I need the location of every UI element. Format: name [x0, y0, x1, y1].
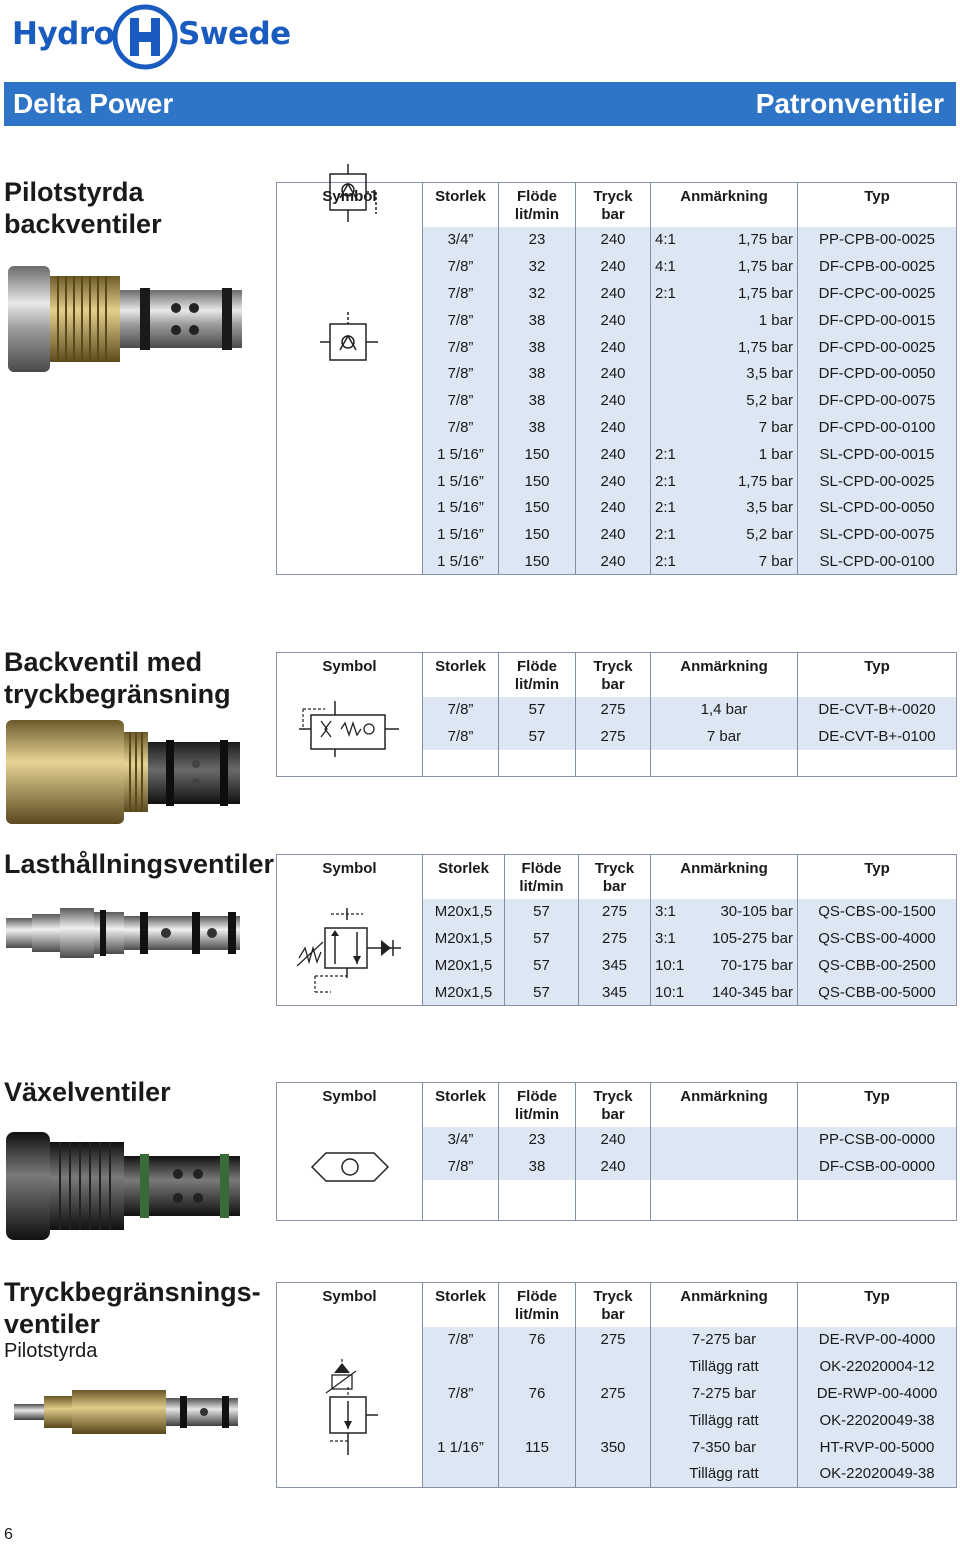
- table-cell: 240: [576, 253, 651, 280]
- table-cell: SL-CPD-00-0025: [798, 468, 957, 495]
- table-cell: M20x1,5: [423, 899, 505, 926]
- load-symbol-cell: [277, 899, 423, 1006]
- table-cell: 1 5/16”: [423, 468, 499, 495]
- table-cell: 240: [576, 548, 651, 575]
- table-cell: DF-CPD-00-0015: [798, 307, 957, 334]
- col-anmarkning: Anmärkning: [651, 183, 798, 227]
- table-row: [277, 227, 957, 254]
- table-cell: 1,75 bar: [651, 334, 798, 361]
- table-cell: 150: [499, 548, 576, 575]
- table-cell: 1 5/16”: [423, 441, 499, 468]
- table-cell: 38: [499, 414, 576, 441]
- table-cell: 57: [505, 979, 579, 1006]
- table-cell: [499, 750, 576, 777]
- table-cell: 275: [576, 1327, 651, 1354]
- table-row: [277, 1127, 957, 1154]
- check-valve-relief-photo: [6, 718, 242, 828]
- table-cell: [651, 1153, 798, 1180]
- table-cell: 7/8”: [423, 307, 499, 334]
- table-cell: 38: [499, 360, 576, 387]
- table-cell: 1 5/16”: [423, 494, 499, 521]
- table-cell: M20x1,5: [423, 925, 505, 952]
- relief-symbol-cell: [277, 697, 423, 777]
- table-cell: 7-275 bar: [651, 1380, 798, 1407]
- table-cell: [576, 750, 651, 777]
- table-cell: 240: [576, 521, 651, 548]
- table-cell: PP-CSB-00-0000: [798, 1127, 957, 1154]
- table-cell: 275: [579, 925, 651, 952]
- table-cell: 7/8”: [423, 414, 499, 441]
- table-cell: [423, 1460, 499, 1487]
- table-cell: DF-CSB-00-0000: [798, 1153, 957, 1180]
- table-cell: 7/8”: [423, 1153, 499, 1180]
- table-cell: 275: [576, 697, 651, 724]
- table-cell: SL-CPD-00-0015: [798, 441, 957, 468]
- table-cell: 2:1 1,75 bar: [651, 280, 798, 307]
- table-cell: 57: [505, 925, 579, 952]
- table-cell: DF-CPD-00-0075: [798, 387, 957, 414]
- table-cell: [576, 1180, 651, 1220]
- table-cell: [423, 1353, 499, 1380]
- check-relief-table: Symbol Storlek Flöde lit/min Tryck bar Anmärkning Typ 7/8” 57 275 1,4 bar DE-CVT-B+-0020 7/8” 57 275 7 bar DE-CVT-B+-0100: [276, 652, 957, 777]
- table-cell: 1 5/16”: [423, 548, 499, 575]
- table-cell: 1,4 bar: [651, 697, 798, 724]
- table-cell: 2:1 3,5 bar: [651, 494, 798, 521]
- table-cell: 7/8”: [423, 360, 499, 387]
- table-cell: 2:1 1 bar: [651, 441, 798, 468]
- table-cell: DE-CVT-B+-0100: [798, 723, 957, 750]
- table-cell: 240: [576, 227, 651, 254]
- table-cell: SL-CPD-00-0075: [798, 521, 957, 548]
- table-cell: 7/8”: [423, 723, 499, 750]
- table-cell: 57: [505, 899, 579, 926]
- relief-pilot-symbol-cell: [277, 1327, 423, 1488]
- table-cell: 76: [499, 1380, 576, 1407]
- check-valve-symbol-icon: [320, 312, 380, 372]
- table-cell: 7/8”: [423, 334, 499, 361]
- table-cell: OK-22020049-38: [798, 1407, 957, 1434]
- table-cell: 240: [576, 307, 651, 334]
- table-cell: 240: [576, 360, 651, 387]
- table-cell: [499, 1353, 576, 1380]
- title-banner: [4, 82, 956, 126]
- col-typ: Typ: [864, 188, 890, 205]
- table-cell: 2:1 7 bar: [651, 548, 798, 575]
- table-cell: 7/8”: [423, 387, 499, 414]
- shuttle-symbol-cell: [277, 1127, 423, 1221]
- table-cell: 7 bar: [651, 414, 798, 441]
- section-title-last: Lasthållningsventiler: [4, 849, 275, 879]
- table-row: [277, 899, 957, 926]
- load-holding-valve-photo: [6, 900, 242, 966]
- table-cell: 345: [579, 952, 651, 979]
- load-holding-symbol-icon: [295, 906, 405, 998]
- table-cell: 38: [499, 387, 576, 414]
- table-cell: 10:1 70-175 bar: [651, 952, 798, 979]
- table-cell: 7/8”: [423, 1327, 499, 1354]
- table-cell: 240: [576, 441, 651, 468]
- table-cell: [576, 1353, 651, 1380]
- table-cell: 240: [576, 494, 651, 521]
- table-cell: 4:1 1,75 bar: [651, 253, 798, 280]
- table-cell: 10:1 140-345 bar: [651, 979, 798, 1006]
- table-cell: 3/4”: [423, 227, 499, 254]
- table-cell: 240: [576, 1153, 651, 1180]
- table-cell: 3,5 bar: [651, 360, 798, 387]
- section-title-tryck: Tryckbegränsnings- ventiler: [4, 1277, 261, 1339]
- table-cell: [499, 1180, 576, 1220]
- pilot-symbol-cell: [277, 227, 423, 575]
- pressure-relief-valve-photo: [14, 1384, 240, 1440]
- table-cell: 3:1 30-105 bar: [651, 899, 798, 926]
- table-row: [277, 1327, 957, 1354]
- section-title-pilot: Pilotstyrda backventiler: [4, 177, 162, 239]
- table-cell: HT-RVP-00-5000: [798, 1434, 957, 1461]
- table-cell: [423, 1407, 499, 1434]
- table-cell: [576, 1460, 651, 1487]
- table-cell: 38: [499, 307, 576, 334]
- pilot-check-valve-photo: [6, 256, 246, 376]
- table-cell: DF-CPD-00-0100: [798, 414, 957, 441]
- table-cell: 57: [499, 723, 576, 750]
- table-cell: OK-22020004-12: [798, 1353, 957, 1380]
- table-cell: OK-22020049-38: [798, 1460, 957, 1487]
- table-cell: 7-350 bar: [651, 1434, 798, 1461]
- section-title-vaxel: Växelventiler: [4, 1077, 171, 1107]
- table-cell: QS-CBB-00-2500: [798, 952, 957, 979]
- table-cell: SL-CPD-00-0100: [798, 548, 957, 575]
- section-title-backventil: Backventil med tryckbegränsning: [4, 647, 231, 709]
- table-cell: DF-CPB-00-0025: [798, 253, 957, 280]
- table-cell: 3:1 105-275 bar: [651, 925, 798, 952]
- table-cell: 150: [499, 468, 576, 495]
- table-cell: 150: [499, 441, 576, 468]
- table-cell: [576, 1407, 651, 1434]
- pilot-valve-table: [276, 182, 957, 575]
- table-cell: 7/8”: [423, 1380, 499, 1407]
- table-cell: SL-CPD-00-0050: [798, 494, 957, 521]
- table-cell: 32: [499, 280, 576, 307]
- pilot-relief-symbol-icon: [320, 1357, 380, 1457]
- table-cell: 240: [576, 414, 651, 441]
- table-cell: [499, 1460, 576, 1487]
- table-row: [277, 697, 957, 724]
- shuttle-valve-symbol-icon: [310, 1147, 390, 1187]
- col-tryck: Tryck bar: [576, 183, 651, 227]
- table-cell: [651, 1127, 798, 1154]
- table-cell: 1 1/16”: [423, 1434, 499, 1461]
- table-cell: QS-CBS-00-1500: [798, 899, 957, 926]
- table-cell: 7 bar: [651, 723, 798, 750]
- table-cell: 7/8”: [423, 253, 499, 280]
- table-cell: 57: [505, 952, 579, 979]
- logo-text-right: Swede: [178, 16, 291, 52]
- table-cell: 76: [499, 1327, 576, 1354]
- table-cell: 240: [576, 387, 651, 414]
- section-subtitle-tryck: Pilotstyrda: [4, 1340, 98, 1362]
- logo-text-left: Hydro: [12, 16, 115, 52]
- table-cell: 5,2 bar: [651, 387, 798, 414]
- table-cell: 150: [499, 494, 576, 521]
- table-cell: 32: [499, 253, 576, 280]
- table-cell: QS-CBB-00-5000: [798, 979, 957, 1006]
- table-cell: Tillägg ratt: [651, 1460, 798, 1487]
- table-cell: 1 bar: [651, 307, 798, 334]
- table-cell: Tillägg ratt: [651, 1353, 798, 1380]
- table-cell: Tillägg ratt: [651, 1407, 798, 1434]
- table-cell: 7/8”: [423, 280, 499, 307]
- table-cell: 7/8”: [423, 697, 499, 724]
- table-cell: PP-CPB-00-0025: [798, 227, 957, 254]
- table-cell: 150: [499, 521, 576, 548]
- table-cell: 23: [499, 227, 576, 254]
- check-relief-symbol-icon: [295, 699, 405, 759]
- table-cell: 2:1 1,75 bar: [651, 468, 798, 495]
- table-cell: 7-275 bar: [651, 1327, 798, 1354]
- col-symbol: Symbol: [277, 183, 423, 227]
- table-cell: [423, 1180, 499, 1220]
- table-cell: DE-CVT-B+-0020: [798, 697, 957, 724]
- banner-brand: Delta Power: [13, 88, 174, 119]
- banner-category: Patronventiler: [755, 88, 944, 119]
- table-cell: M20x1,5: [423, 952, 505, 979]
- table-cell: 3/4”: [423, 1127, 499, 1154]
- table-cell: DF-CPC-00-0025: [798, 280, 957, 307]
- table-cell: 23: [499, 1127, 576, 1154]
- table-cell: [651, 750, 798, 777]
- table-cell: [798, 750, 957, 777]
- table-cell: 38: [499, 334, 576, 361]
- table-cell: [423, 750, 499, 777]
- table-cell: DE-RWP-00-4000: [798, 1380, 957, 1407]
- table-cell: QS-CBS-00-4000: [798, 925, 957, 952]
- table-cell: 275: [576, 1380, 651, 1407]
- table-cell: [499, 1407, 576, 1434]
- table-cell: DF-CPD-00-0025: [798, 334, 957, 361]
- table-cell: 240: [576, 280, 651, 307]
- col-flode: Flöde lit/min: [499, 183, 576, 227]
- table-cell: 38: [499, 1153, 576, 1180]
- table-cell: 275: [576, 723, 651, 750]
- logo-emblem-icon: [112, 4, 178, 70]
- table-cell: 240: [576, 1127, 651, 1154]
- table-cell: 240: [576, 334, 651, 361]
- table-cell: 275: [579, 899, 651, 926]
- table-cell: 1 5/16”: [423, 521, 499, 548]
- table-cell: 240: [576, 468, 651, 495]
- table-cell: M20x1,5: [423, 979, 505, 1006]
- page-number: 6: [4, 1526, 13, 1543]
- table-cell: 4:1 1,75 bar: [651, 227, 798, 254]
- shuttle-valve-photo: [6, 1128, 242, 1244]
- pressure-relief-table: Symbol Storlek Flöde lit/min Tryck bar Anmärkning Typ 7/8” 76 275 7-275 bar DE-RVP-00-4000 Tillägg ratt OK-22020004-12 7/8” 76 275 7-275 bar DE-RWP-00-4000 Tillägg ratt OK-22020049-38 1 1/16” 115 350 7-350 bar HT-RVP-00-5000 Tillägg ratt OK-22020049-38: [276, 1282, 957, 1488]
- col-storlek: Storlek: [423, 183, 499, 227]
- shuttle-valve-table: Symbol Storlek Flöde lit/min Tryck bar Anmärkning Typ 3/4” 23 240 PP-CSB-00-0000 7/8” 38 240 DF-CSB-00-0000: [276, 1082, 957, 1221]
- table-cell: 57: [499, 697, 576, 724]
- table-cell: 2:1 5,2 bar: [651, 521, 798, 548]
- load-holding-table: Symbol Storlek Flöde lit/min Tryck bar Anmärkning Typ M20x1,5 57 275 3:1 30-105 bar QS-CBS-00-1500 M20x1,5 57 275 3:1 105-275 bar QS-CBS-00-4000 M20x1,5 57 345 10:1 70-175 bar QS-CBB-00-2500 M20x1,5 57 345 10:1 140-345 bar QS-CBB-00-5000: [276, 854, 957, 1006]
- table-cell: 350: [576, 1434, 651, 1461]
- table-cell: 345: [579, 979, 651, 1006]
- table-cell: 115: [499, 1434, 576, 1461]
- table-cell: [651, 1180, 798, 1220]
- hydroswede-logo: [8, 2, 291, 72]
- table-cell: [798, 1180, 957, 1220]
- table-cell: DE-RVP-00-4000: [798, 1327, 957, 1354]
- table-cell: DF-CPD-00-0050: [798, 360, 957, 387]
